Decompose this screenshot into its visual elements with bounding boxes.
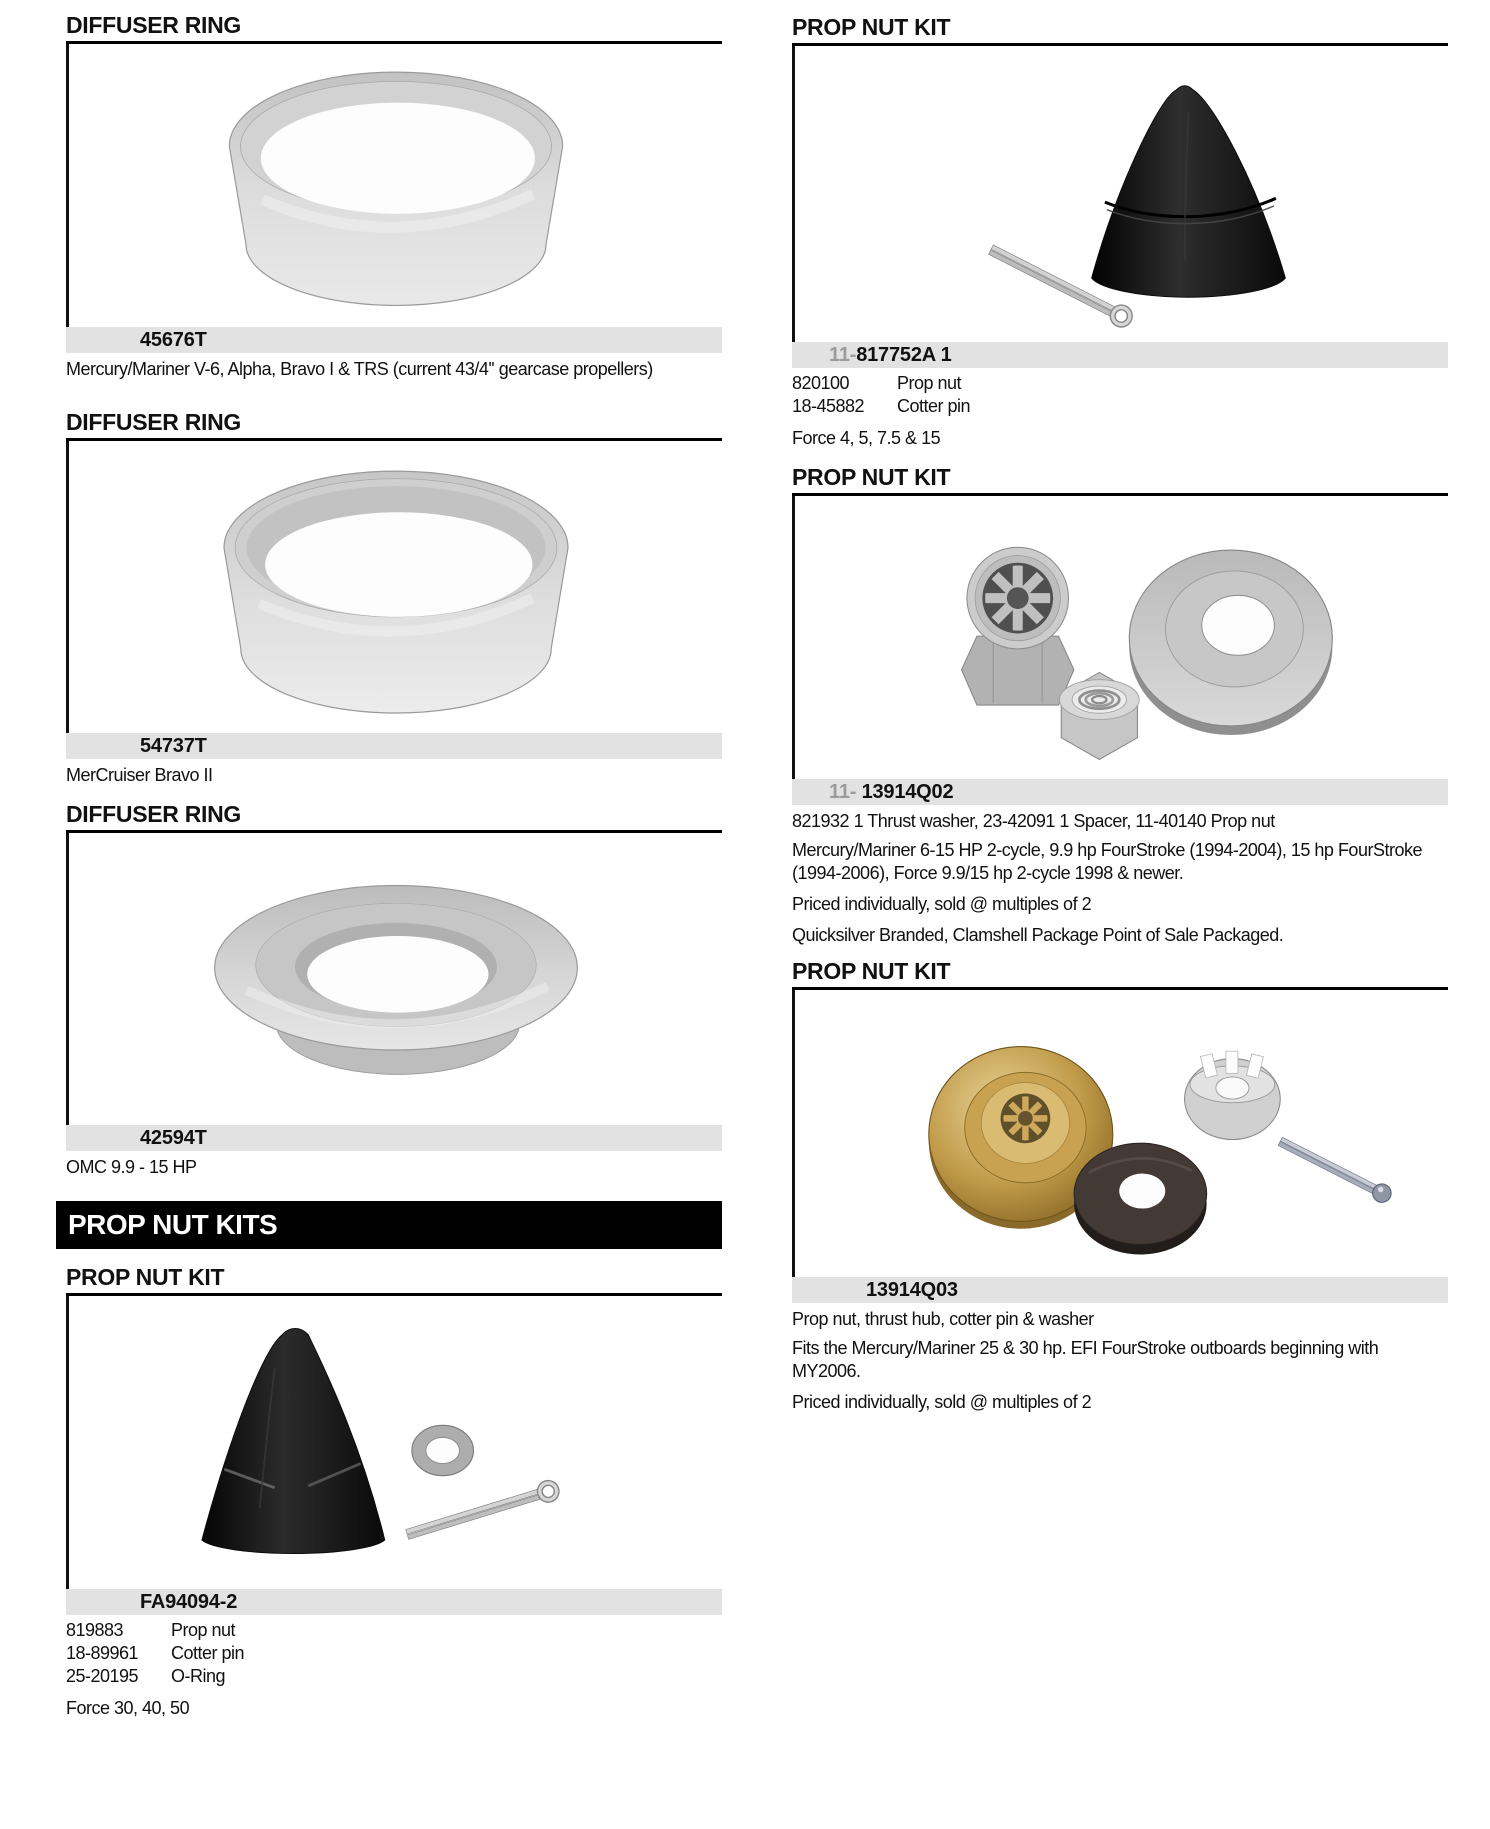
section-heading: PROP NUT KIT xyxy=(792,16,1448,46)
right-column xyxy=(792,0,1448,1414)
pricing-note: Priced individually, sold @ multiples of 2 xyxy=(792,1392,1092,1412)
application-text: Mercury/Mariner V-6, Alpha, Bravo I & TRS (current 43/4'' gearcase propellers) xyxy=(66,359,653,379)
component-row xyxy=(66,1642,722,1665)
part-number: 42594T xyxy=(140,1126,207,1149)
component-row xyxy=(792,395,1448,418)
component-row xyxy=(66,1665,722,1688)
section-heading: PROP NUT KIT xyxy=(66,1266,722,1296)
section-prop-nut-kit-13914Q02 xyxy=(792,466,1448,947)
product-photo-prop-nut-kit-13914Q02 xyxy=(792,496,1448,779)
component-row xyxy=(792,372,1448,395)
section-diffuser-ring-54737T xyxy=(66,411,722,787)
pricing-note: Priced individually, sold @ multiples of 2 xyxy=(792,894,1092,914)
diffuser-ring-image xyxy=(181,61,611,311)
application-text: Mercury/Mariner 6-15 HP 2-cycle, 9.9 hp FourStroke (1994-2004), 15 hp FourStroke (1994-2006), Force 9.9/15 hp 2-cycle 1998 & newer. xyxy=(792,840,1422,883)
part-number-bar xyxy=(66,327,722,353)
packaging-note: Quicksilver Branded, Clamshell Package Point of Sale Packaged. xyxy=(792,925,1284,945)
section-heading: PROP NUT KIT xyxy=(792,466,1448,496)
section-prop-nut-kit-13914Q03 xyxy=(792,960,1448,1414)
section-prop-nut-kit-817752A1 xyxy=(792,16,1448,450)
diffuser-ring-image xyxy=(181,458,611,716)
category-banner xyxy=(56,1201,722,1249)
component-list xyxy=(66,1619,722,1688)
section-heading: DIFFUSER RING xyxy=(66,14,722,44)
part-number: 45676T xyxy=(140,328,207,351)
part-number-bar xyxy=(66,1125,722,1151)
part-number-bar xyxy=(792,1277,1448,1303)
product-photo-diffuser-ring-42594T xyxy=(66,833,722,1125)
part-number-bar xyxy=(66,733,722,759)
application-text: MerCruiser Bravo II xyxy=(66,765,213,785)
component-name: Prop nut xyxy=(897,373,962,393)
product-photo-diffuser-ring-45676T xyxy=(66,44,722,327)
product-photo-prop-nut-kit-FA94094-2 xyxy=(66,1296,722,1589)
section-diffuser-ring-42594T xyxy=(66,803,722,1179)
component-code: 18-45882 xyxy=(792,396,865,416)
part-number-bar xyxy=(792,342,1448,368)
prop-nut-cone-pin-image xyxy=(892,52,1352,337)
section-diffuser-ring-45676T xyxy=(66,14,722,381)
component-name: Cotter pin xyxy=(171,1643,245,1663)
diffuser-ring-flanged-image xyxy=(181,850,611,1108)
part-number: FA94094-2 xyxy=(140,1590,238,1613)
component-code: 18-89961 xyxy=(66,1643,139,1663)
part-number-bar xyxy=(792,779,1448,805)
application-text: Force 30, 40, 50 xyxy=(66,1698,190,1718)
prop-nut-brass-hub-kit-image xyxy=(842,996,1402,1272)
prop-nut-hardware-image xyxy=(842,502,1402,774)
component-list xyxy=(792,372,1448,418)
product-photo-prop-nut-kit-817752A1 xyxy=(792,46,1448,342)
left-column xyxy=(66,0,722,1720)
part-number-prefix: 11- xyxy=(829,343,857,366)
kit-contents-text: 821932 1 Thrust washer, 23-42091 1 Spacer, 11-40140 Prop nut xyxy=(792,811,1275,831)
part-number: 13914Q03 xyxy=(866,1278,958,1301)
component-code: 820100 xyxy=(792,373,850,393)
kit-contents-text: Prop nut, thrust hub, cotter pin & washer xyxy=(792,1309,1094,1329)
component-code: 819883 xyxy=(66,1620,124,1640)
component-name: Cotter pin xyxy=(897,396,971,416)
part-number: 13914Q02 xyxy=(861,780,954,803)
section-heading: DIFFUSER RING xyxy=(66,411,722,441)
section-heading: PROP NUT KIT xyxy=(792,960,1448,990)
part-number-bar xyxy=(66,1589,722,1615)
section-prop-nut-kit-FA94094-2 xyxy=(66,1266,722,1720)
part-number: 817752A 1 xyxy=(856,343,952,366)
component-name: O-Ring xyxy=(171,1666,226,1686)
part-number: 54737T xyxy=(140,734,207,757)
application-text: Force 4, 5, 7.5 & 15 xyxy=(792,428,941,448)
component-row xyxy=(66,1619,722,1642)
section-heading: DIFFUSER RING xyxy=(66,803,722,833)
part-number-prefix: 11- xyxy=(829,780,862,803)
prop-nut-cone-washer-pin-image xyxy=(116,1303,676,1583)
product-photo-prop-nut-kit-13914Q03 xyxy=(792,990,1448,1277)
product-photo-diffuser-ring-54737T xyxy=(66,441,722,733)
component-name: Prop nut xyxy=(171,1620,236,1640)
application-text: Fits the Mercury/Mariner 25 & 30 hp. EFI FourStroke outboards beginning with MY2006. xyxy=(792,1338,1379,1381)
category-banner-label: PROP NUT KITS xyxy=(68,1209,278,1240)
application-text: OMC 9.9 - 15 HP xyxy=(66,1157,197,1177)
component-code: 25-20195 xyxy=(66,1666,139,1686)
